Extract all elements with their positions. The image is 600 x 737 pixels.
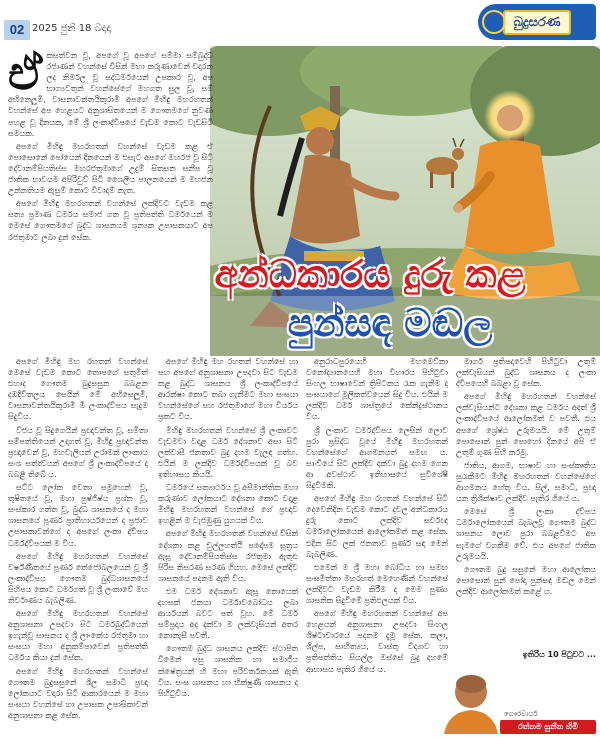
body-paragraph: මාර්ග ප්‍රතිපදාවෙහි පිහිටුවා උතුම් ලක්වැසියන් බුද්ධ ශාසනය ද ලංකා ද්වීපයෙහි බබළා වූ සේක. bbox=[456, 357, 596, 389]
body-paragraph: එමෙන් ම ශ්‍රී මහා බෝධිය හා සමඟ සංඝමිත්තා මහරහත් මෙහෙණින් වහන්සේ ලක්දිවට වැඩම කිරීම ද මෙම පුණ්‍ය ශාසනික සිදුවීමේ ප්‍රතිඵලයක් විය. bbox=[306, 562, 448, 605]
intro-paragraph: අපගේ මිහිඳු මහරහතන් වහන්සේ ලක්දිවට වැඩම කළ සත්‍ය ප්‍රමාණ ධර්මය සමාජ ගත වූ ප්‍රතිපත්ති ධර්මයෙන් ම මෙසේ ගෞතමගේ බුද්ධ ශාසනයම ශූන්‍යක උපාසකයාට අප රජතුමාට ලබා දුන් සේක. bbox=[8, 199, 213, 242]
body-paragraph: ගෞතම බුදු සසුනේ මහා ආලෝකය පොසොන් පුන් පෝදා පුන්සඳ මඬල මෙන් ලක්දිව ආලෝකමත් කළේ ය. bbox=[456, 564, 596, 596]
body-paragraph: අපගේ මිහිඳු මහරහතන් වහන්සේ විසින් දේශනා කළ චුල්ලහත්ථි පදෝපම සූත්‍රය ඇසූ දේවානම්පියතිස්ස රජතුමා ඇතුළු පිරිස තිසරණ සරණ ගියහ. මෙසේ ලක්දිව ශාසනයේ පදනම ඇති විය. bbox=[158, 529, 298, 583]
body-paragraph: අනුරාධපුරයෙහි මහමෙව්නා වනෝද්‍යානයෙහි මහා විහාරය පිහිටුවා සිංහල භාෂාවෙන් ත්‍රිපිටකය රැක ගැනීම ද සංඝයාගේ මූලිකත්වයෙන් සිදු විය. එයින් ම ලක්දිව ධර්ම ශාස්ත්‍රයේ කේන්ද්‍රස්ථානය විය. bbox=[306, 357, 448, 422]
body-paragraph: අපගේ මිහිඳු මහරහතන් වහන්සේ ගෞතම බුදුසසුනේ ශීල සමාධි ප්‍රඥා ලෝකයාට වදාරා සිටි ආකාරයෙන් ම මහා සංඝයා වහන්සේ හා උපාසක උපාසිකාවන් අනුශාසනා කළ සේක. bbox=[8, 666, 148, 720]
body-paragraph: එම ධර්ම දේශනාව ඇසූ නොයෙක් දහසක් ජනයා ධර්මාවබෝධය ලබා ආර්යයන් බවට පත් වූහ. මේ ධර්ම සම්ප්‍රදාය අද දක්වා ම ලක්වැසියන් අතර නොනැසී පවතී. bbox=[158, 586, 298, 641]
continued-note: ඉතිරිය 10 පිටුවට ... bbox=[522, 650, 596, 659]
body-paragraph: ධර්මයේ සත්‍යාර්ථය වූ අසීමාන්තික මහා කරුණාව ලෝකයාට දේශනා කොට වදාළ මිහිඳු මහරහතන් වහන්සේ ගේ ප්‍රඥාව ඉහළින් ම වැජඹුණු යුගයක් විය. bbox=[158, 483, 298, 526]
page-number: 02 bbox=[4, 20, 30, 40]
intro-paragraph: අපගේ මිහිඳු මහරහතන් වහන්සේ වැඩම කළ ඒ පොසොනේ පෝයෙන් දිනයෙන් ම එසැට අපගේ මහරජ වූ සිටි දේවානම්පියතිස්ස මහරජතුමාගේ උදුම් සිතසන සනීප වූ ජාතික භාවයම අපිරිවුව් සිටි ශෛලීය පාලනයෙන් ම මහජන උන්නතියම ඇසුම් කොට විවාදම් නැත. bbox=[8, 141, 213, 196]
body-paragraph: අපගේ මිහිඳු මහ රහතන් වහන්සේ සිටි දෙවෙනිදින වැඩම කොට දවල අන්ධකාරය දුරු කොට ලක්දිව සර්වඥ ධර්මාලෝකයෙන් ආලෝකමත් කළ සේක. එදින සිට ලක් ජනතාව පූර්ණ සඳ මෙන් බැබලිණ. bbox=[306, 494, 448, 559]
article-column-4 bbox=[456, 356, 596, 648]
author-name: රත්නම සුනීත හිමි bbox=[500, 720, 596, 734]
dharma-wheel-icon bbox=[482, 10, 506, 34]
body-paragraph: සට්ට ලෝක වෙතා සමූහෙන් වූ, තුෂිතයේ වූ, මහා පුෂ්ජිෂ්ය ප්‍රශ්න වූ, සංස්කාර ගත්ත වූ, බුද්ධ ශාසනයේ ද මහා ශාසනයේ පූර්ණ ප්‍රාතිහාර්යයෙන් ද ප්‍රජාව උපාසකාවන්ගේ ද අපගේ ලංකා ද්වීපය ධර්මද්වීපයක් ම විය. bbox=[8, 483, 148, 548]
body-paragraph: අපගේ මිහිඳු මහ රහතන් වහන්සේ මෙසේ වැඩම කොට තොපගේ සතුමිත් එහාද ගෞතම බුදුසසුන බබළන දඹදිවිතලය සෙයින් මේ අභිසෙලූමි, වාසනාවන්තයිකුරාමී මී ලංකාද්වීපය සැදුම සිදුවිය. bbox=[8, 357, 148, 422]
body-paragraph: ගෞතම බුද්ධ ශාසනය ලක්දිව ස්ථාපිත වීමෙන් පසු ශාසනික හා සමාජීය ක්ෂේත්‍රයන් හි මහා පරිවර්තනයක් ඇති විය. සංඝ ශාසනය හා භික්ෂුණී ශාසනය ද පිහිටුවීය. bbox=[158, 644, 298, 698]
article-column-1 bbox=[8, 356, 148, 732]
body-paragraph: මෙසේ ශ්‍රී ලංකා ද්වීපය ධර්මාලෝකයෙන් බැබලවූ ගෞතම බුද්ධ ශාසනය ලොව පුරා බබළවීමට අප සැමගේ වගකීම වේ. එය අපගේ ජාතික උරුමයයි. bbox=[456, 507, 596, 561]
article-title-line-2: පුන්සඳ මඬල bbox=[287, 301, 493, 345]
publication-logo bbox=[478, 4, 596, 40]
page-header bbox=[0, 0, 600, 46]
article-column-3 bbox=[306, 356, 448, 732]
author-photo bbox=[440, 664, 502, 734]
intro-paragraph: කසත්වන වූ, අපගේ වූ අපගේ සම්මා සම්බුද්ධ රජාණන් වහන්සේ විසින් මහා කරුණාවෙන් වදාරන ලද නිර්මල වූ සද්ධර්මයෙන් උපකාර වූ, අප භාග්‍යවතුන් වහන්සේගේ මහගත සුල වූ, සම් අභිනෙලූමි, වාසනාවන්තයිකුරාමී අපගේ මිහිඳු මහරහතන් වහන්සේ අප හෙළයට අනුශාසිතයෙන් ම ගෞතමගේ නුවණ පහළ වූ දිනයක, මේ ශ්‍රී ලංකාද්වීපයේ වැඩම කොට වැඩසිටි සමයක. bbox=[8, 51, 213, 138]
issue-date: 2025 ජුනි 18 බදාදා bbox=[32, 23, 111, 34]
body-paragraph: අපගේ මිහිඳු මහරහතන් වහන්සේ ලක්වැසියන්ට දේශනා කළ ධර්මය අදත් ශ්‍රී ලංකාද්වීපයේ ආලෝකමත් ව පවතී. එය අපගේ ශ්‍රේෂ්ඨ උරුමයයි. මේ උතුම් පොසොන් පුන් පොහෝ දිනයේ අපි ඒ උතුම් ගුණ සිහි කරමු. bbox=[456, 392, 596, 457]
article-title-line-1: අන්ධකාරය දුරු කළ bbox=[214, 252, 526, 296]
body-paragraph: අපගේ මිහිඳු මහ රහතන් වහන්සේ හා සහ අපගේ අනුශාසනා උපදවා සිට වැඩම කළ බුද්ධ ශාසනය ශ්‍රී ලංකාද්වීපයේ ආරක්ෂා කොට තබා ගැනීමට මහා සංඝයා වහන්සේගේ සහ රජතුමාගේ මහා වීර්යය ප්‍රකට විය. bbox=[158, 357, 298, 422]
publication-title: බුදුසරණ bbox=[503, 10, 572, 35]
article-column-2 bbox=[158, 356, 298, 732]
body-paragraph: මිහිඳු මහරහතන් වහන්සේ ශ්‍රී ලංකාවට වැඩමවා වදාළ ධර්ම දේශනාව අසා සිටි ලක්වාසී ජනතාව බුදු දහම වැලඳ ගත්හ. එයින් ම ලක්දිව ධර්මද්වීපයක් වූ බව ඉතිහාසය කියයි. bbox=[158, 425, 298, 479]
body-paragraph: අපගේ මිහිඳු මහරහතන් වහන්සේ අනුශාසනා උපදවා සිට ධර්මබුද්ධියෙන් ඉගැන්වූ සාසනය ද ශ්‍රී ලාංකේය රජතුමා හා සංඝයා මහා අනුකම්පාවෙන් ප්‍රතිපත්ති ධර්මය කියා දුන් සේක. bbox=[8, 609, 148, 663]
author-role: ගෞරවාර්ථ bbox=[504, 710, 538, 718]
body-paragraph: අපගේ මිහිඳු මහරහතන් වහන්සේ වර්ෂ්ණිතයේ පූර්ණ තේජෝබලයෙන් වූ ශ්‍රී ලංකාද්වීපය ගෞතම බුද්ධශාසනයේ සිහිපය කොට ධර්මගත් වූ ශ්‍රී ලංකාවේ මහ නිර්වාණය බැබලිණ. bbox=[8, 551, 148, 605]
drop-cap: ඒ bbox=[8, 50, 43, 100]
article-intro bbox=[8, 50, 213, 346]
body-paragraph: විජය වූ සිදුගෙයින් ප්‍රඥාවන්ත වූ, සමිතා සම්පත්තියෙන් උදාගත් වූ, මිහිඳු ප්‍රඥාවන්ත ප්‍රඥාවෙන් වූ, මහවැලියන් උරාමන් ලාංකාය සංශ සත්ත්‍වයන් අපගේ ශ්‍රී ලංකාද්වීපයේ ද බබළී තිබේ ය. bbox=[8, 425, 148, 479]
body-paragraph: අපගේ මිහිඳු මහරහතන් වහන්සේ අප හෙළයන් අනුශාසනා උපදවා සිංහල ශිෂ්ටාචාරයේ පදනම දැමූ සේක. කලා, ශිල්ප, සාහිත්‍යය, වාස්තු විද්‍යාව හා ප්‍රතිපත්තිය සියල්ල ඔස්සේ බුදු දහමේ ආභාසය පැතිර ගියේ ය. bbox=[306, 609, 448, 674]
body-paragraph: ජාතිය, ආගම, භාෂාව හා සංස්කෘතිය සුරැකීමට මිහිඳු මහරහතන් වහන්සේගේ ආගමනය හේතු විය. සිල්, සමාධි, ප්‍රඥා යන ත්‍රිශික්ෂාව ලක්දිව පැතිර ගියේ ය. bbox=[456, 460, 596, 504]
author-card bbox=[440, 664, 596, 734]
body-paragraph: ශ්‍රී ලංකාව ධර්මද්වීපය ලෙසින් ලොව පුරා ප්‍රසිද්ධ වූයේ මිහිඳු මහරහතන් වහන්සේගේ ආගමනයත් සමඟ ය. සාංචියේ සිට ලක්දිව දක්වා බුදු දහම ගෙන ආ අවස්ථාව ඉතිහාසයේ සුවිශේෂී සිදුවීමකි. bbox=[306, 425, 448, 491]
